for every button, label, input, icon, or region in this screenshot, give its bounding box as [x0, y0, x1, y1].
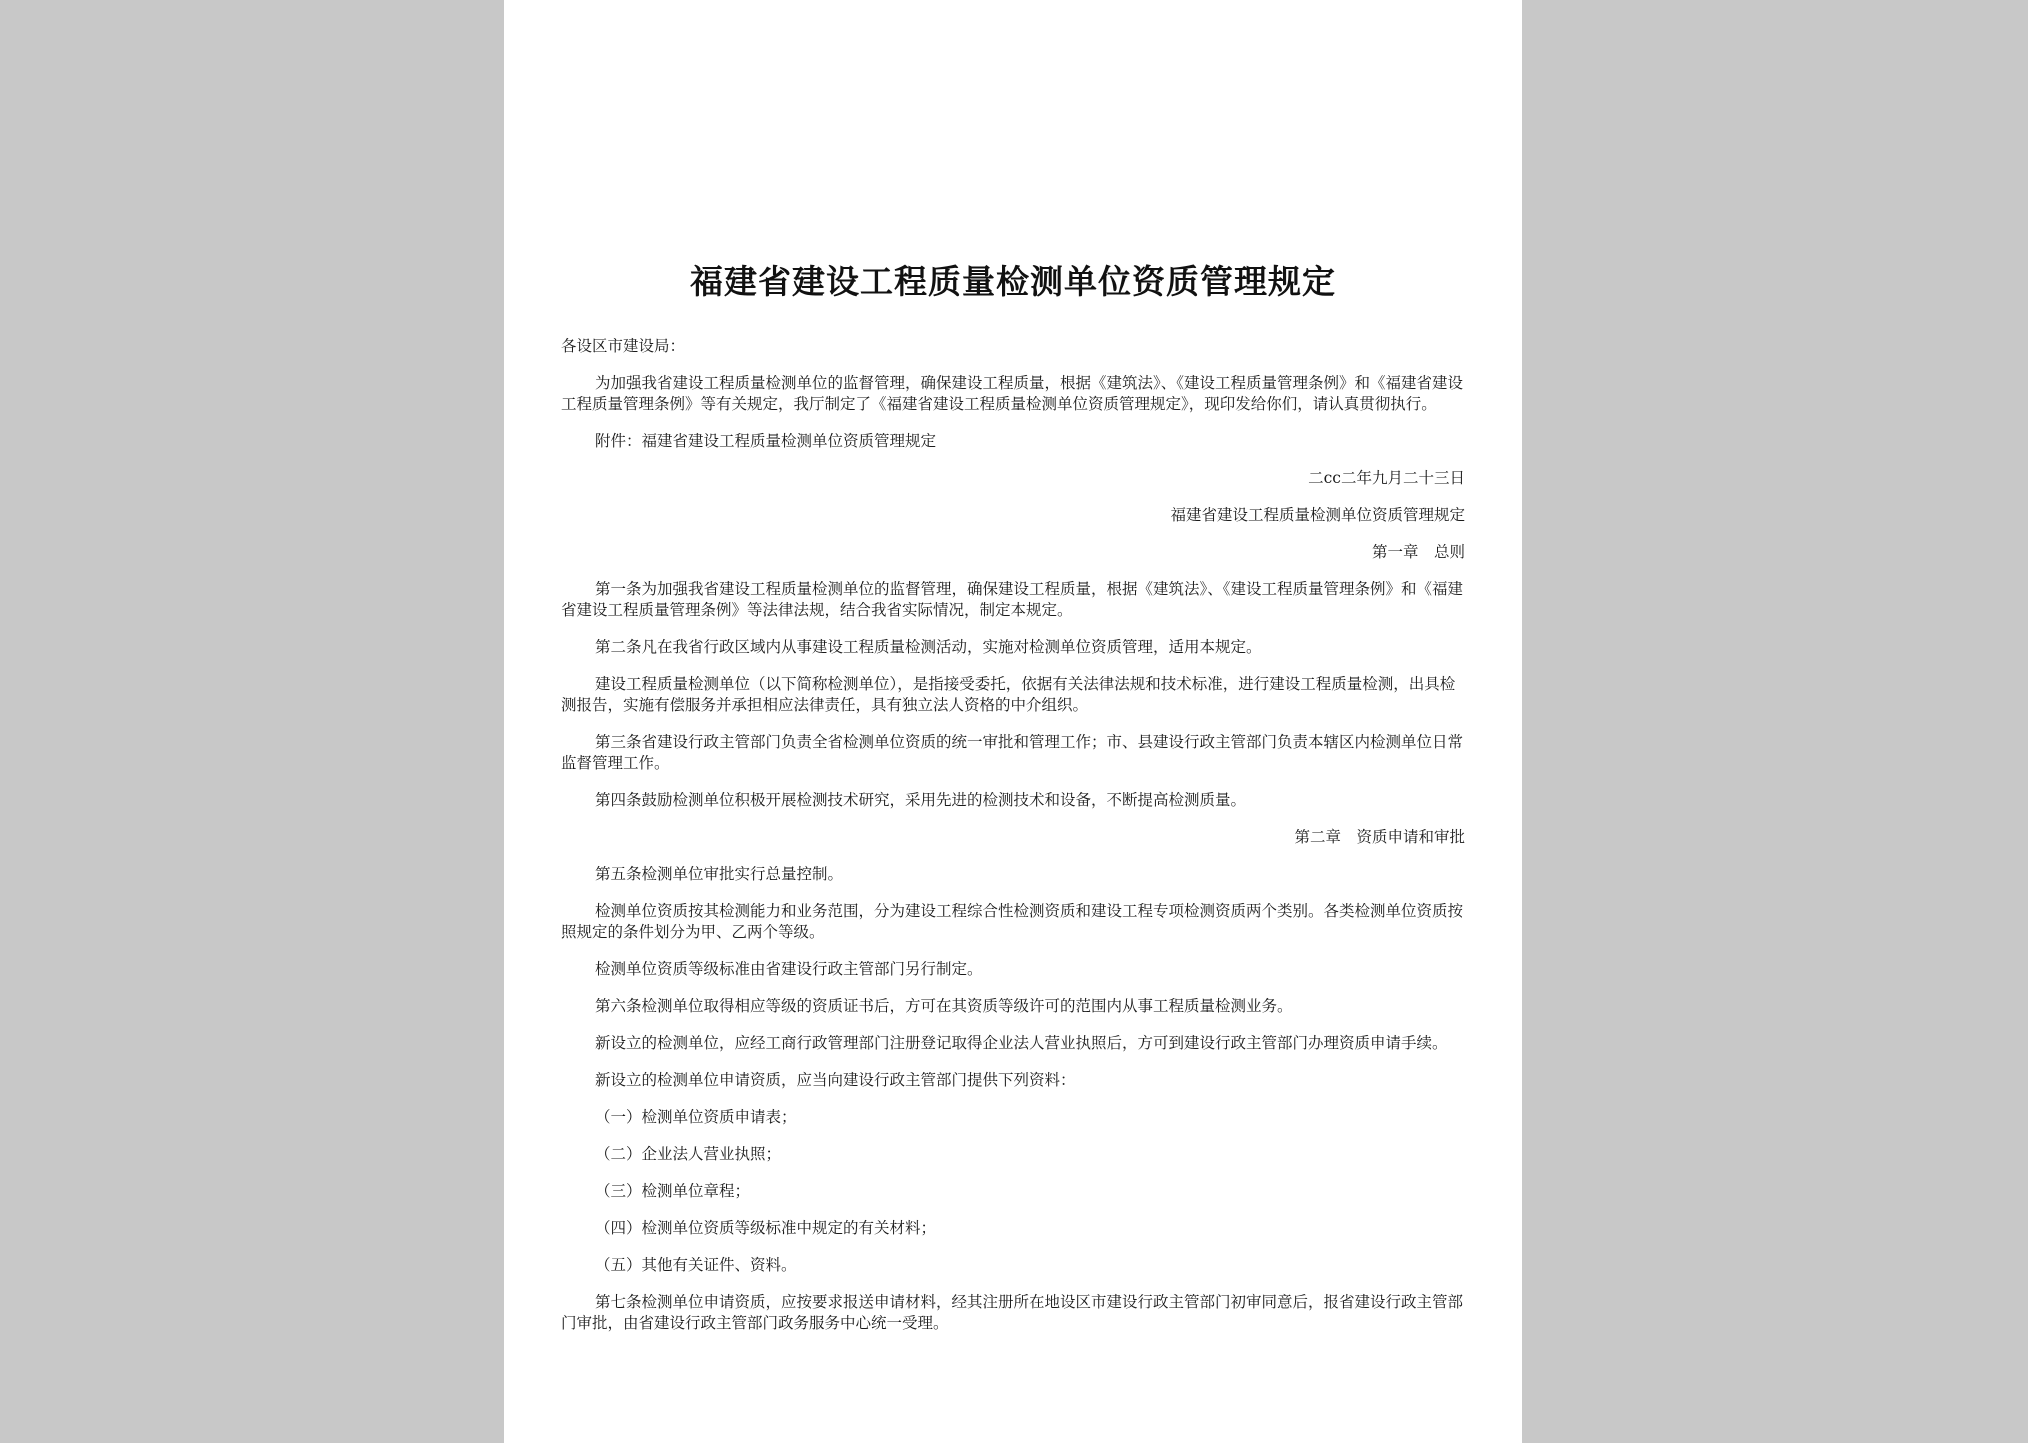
article-2: 第二条凡在我省行政区域内从事建设工程质量检测活动，实施对检测单位资质管理，适用本规定。: [595, 638, 1262, 656]
article-4: 第四条鼓励检测单位积极开展检测技术研究，采用先进的检测技术和设备，不断提高检测质量。: [595, 791, 1247, 809]
list-item: （四）检测单位资质等级标准中规定的有关材料；: [595, 1219, 937, 1237]
article-5-categories: 检测单位资质按其检测能力和业务范围，分为建设工程综合性检测资质和建设工程专项检测资质两个类别。各类检测单位资质按照规定的条件划分为甲、乙两个等级。: [561, 902, 1464, 941]
article-6-new-units: 新设立的检测单位，应经工商行政管理部门注册登记取得企业法人营业执照后，方可到建设行政主管部门办理资质申请手续。: [595, 1034, 1448, 1052]
article-7: 第七条检测单位申请资质，应按要求报送申请材料，经其注册所在地设区市建设行政主管部门初审同意后，报省建设行政主管部门审批，由省建设行政主管部门政务服务中心统一受理。: [561, 1293, 1464, 1332]
article-5: 第五条检测单位审批实行总量控制。: [595, 865, 844, 883]
article-1: 第一条为加强我省建设工程质量检测单位的监督管理，确保建设工程质量，根据《建筑法》、《建设工程质量管理条例》和《福建省建设工程质量管理条例》等法律法规，结合我省实际情况，制定本规定。: [561, 580, 1464, 619]
list-item: （一）检测单位资质申请表；: [595, 1108, 797, 1126]
list-item: （三）检测单位章程；: [595, 1182, 751, 1200]
document-content: [561, 262, 1465, 1334]
chapter-heading-1: 第一章 总则: [1371, 543, 1465, 561]
list-item: （五）其他有关证件、资料。: [595, 1256, 797, 1274]
document-page: [504, 0, 1522, 1443]
article-5-standards: 检测单位资质等级标准由省建设行政主管部门另行制定。: [595, 960, 983, 978]
list-item: （二）企业法人营业执照；: [595, 1145, 782, 1163]
article-6-materials-intro: 新设立的检测单位申请资质，应当向建设行政主管部门提供下列资料：: [595, 1071, 1076, 1089]
article-6: 第六条检测单位取得相应等级的资质证书后，方可在其资质等级许可的范围内从事工程质量检测业务。: [595, 997, 1293, 1015]
document-title: 福建省建设工程质量检测单位资质管理规定: [690, 262, 1336, 301]
issue-date: 二cc二年九月二十三日: [1308, 469, 1465, 487]
regulation-name: 福建省建设工程质量检测单位资质管理规定: [1170, 506, 1465, 524]
addressee: 各设区市建设局：: [561, 337, 686, 355]
article-3: 第三条省建设行政主管部门负责全省检测单位资质的统一审批和管理工作；市、县建设行政主管部门负责本辖区内检测单位日常监督管理工作。: [561, 733, 1464, 772]
article-2-definition: 建设工程质量检测单位（以下简称检测单位），是指接受委托，依据有关法律法规和技术标准，进行建设工程质量检测，出具检测报告，实施有偿服务并承担相应法律责任，具有独立法人资格的中介组织。: [561, 675, 1456, 714]
attachment-line: 附件：福建省建设工程质量检测单位资质管理规定: [595, 432, 937, 450]
chapter-heading-2: 第二章 资质申请和审批: [1294, 828, 1465, 846]
intro-paragraph: 为加强我省建设工程质量检测单位的监督管理，确保建设工程质量，根据《建筑法》、《建设工程质量管理条例》和《福建省建设工程质量管理条例》等有关规定，我厅制定了《福建省建设工程质量检测单位资质管理规定》，现印发给你们，请认真贯彻执行。: [561, 374, 1464, 413]
